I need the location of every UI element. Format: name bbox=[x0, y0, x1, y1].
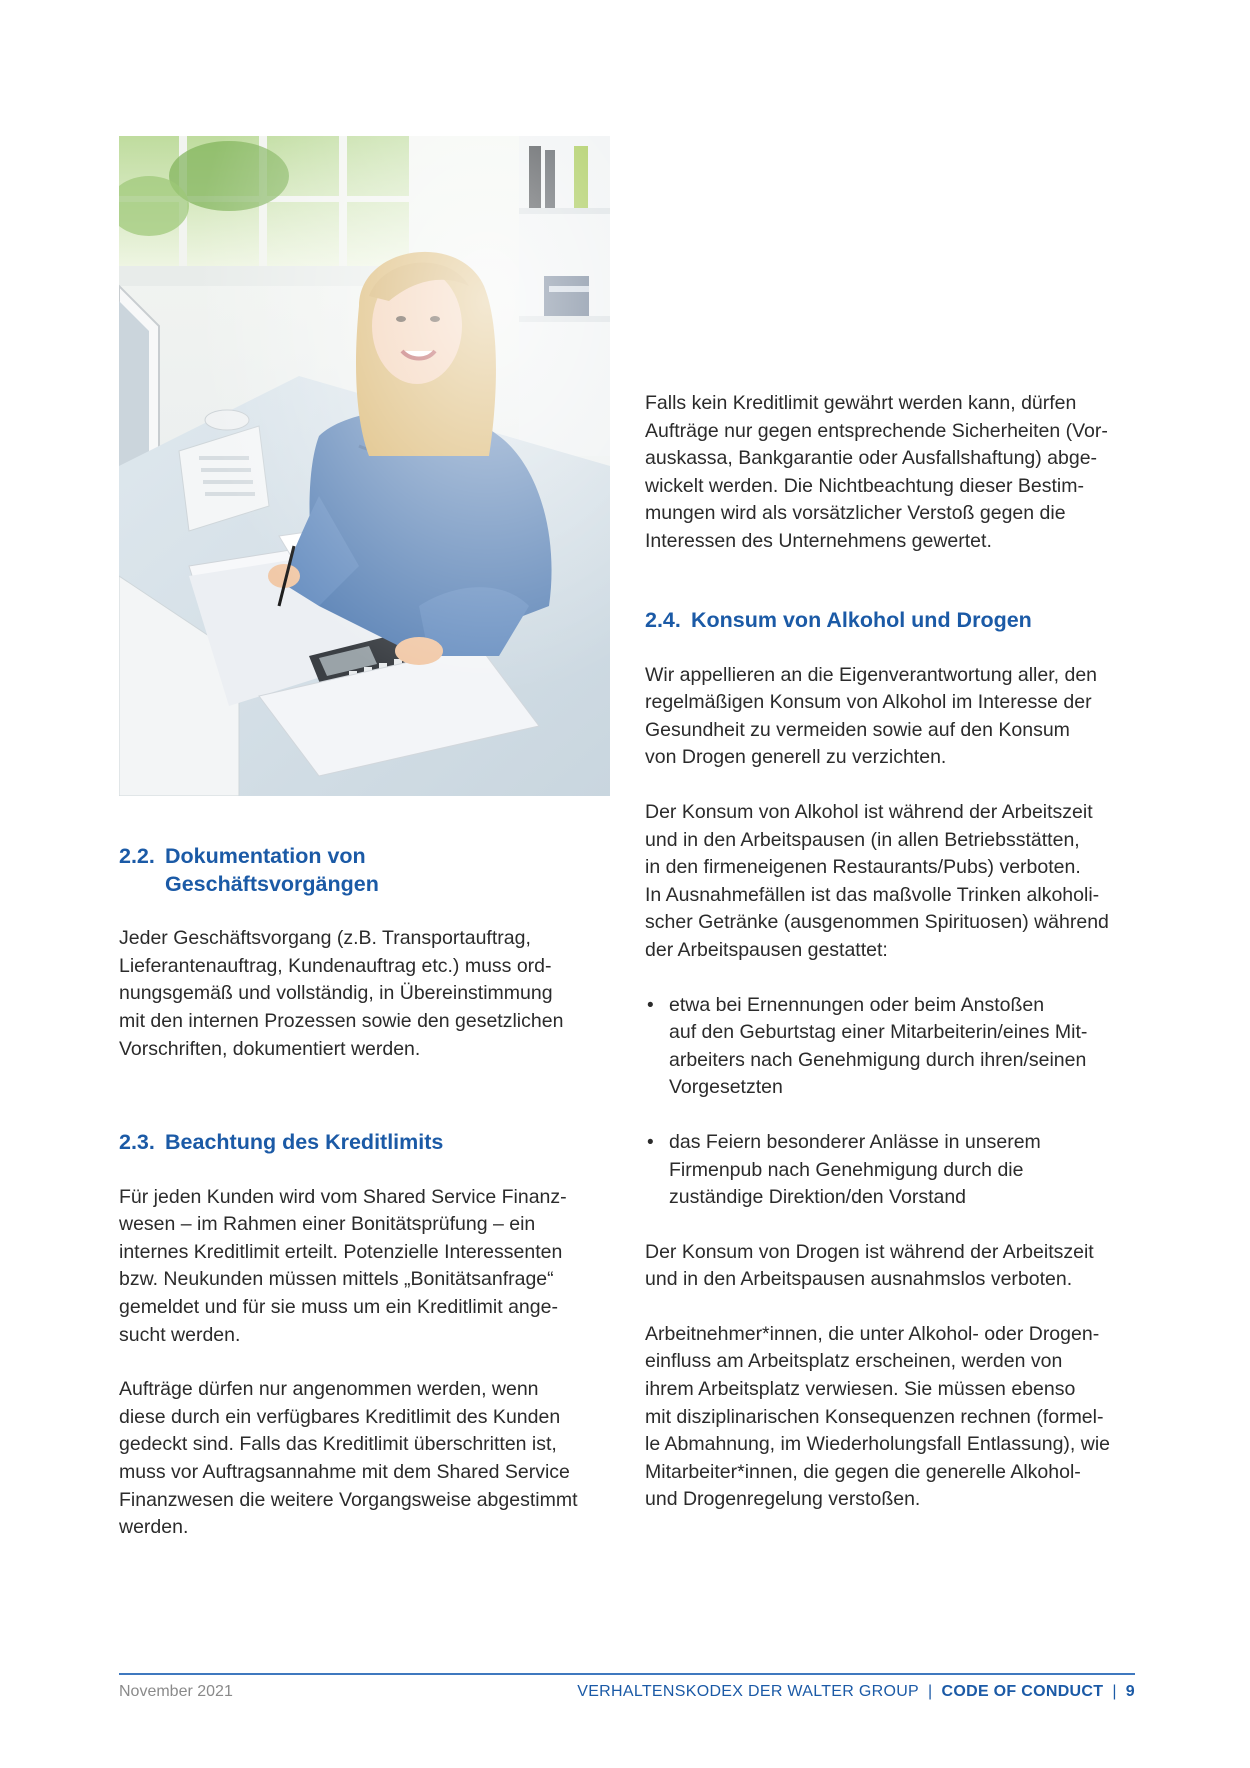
text-line: Für jeden Kunden wird vom Shared Service Finanz- bbox=[119, 1185, 567, 1208]
text-line: Aufträge dürfen nur angenommen werden, wenn bbox=[119, 1378, 539, 1401]
section-2-4-heading bbox=[645, 607, 1145, 635]
separator: | bbox=[928, 1683, 933, 1700]
section-2-3-paragraph-2 bbox=[119, 1376, 619, 1542]
text-line: Der Konsum von Drogen ist während der Arbeitszeit bbox=[645, 1240, 1094, 1263]
text-line: auskassa, Bankgarantie oder Ausfallshaftung) abge- bbox=[645, 447, 1098, 470]
heading-text: Beachtung des Kreditlimits bbox=[165, 1130, 444, 1154]
text-line: ihrem Arbeitsplatz verwiesen. Sie müssen ebenso bbox=[645, 1378, 1076, 1401]
list-item bbox=[645, 992, 1145, 1102]
section-2-4-paragraph-1 bbox=[645, 662, 1145, 772]
section-2-3 bbox=[119, 1129, 619, 1542]
text-line: le Abmahnung, im Wiederholungsfall Entlassung), wie bbox=[645, 1433, 1111, 1456]
section-2-4-paragraph-2 bbox=[645, 799, 1145, 965]
text-line: einfluss am Arbeitsplatz erscheinen, werden von bbox=[645, 1350, 1063, 1373]
footer-divider bbox=[119, 1673, 1135, 1675]
section-2-4 bbox=[645, 607, 1145, 1514]
text-line: Vorgesetzten bbox=[669, 1076, 783, 1099]
section-number: 2.2. bbox=[119, 844, 155, 868]
text-line: etwa bei Ernennungen oder beim Anstoßen bbox=[669, 993, 1045, 1016]
text-line: Jeder Geschäftsvorgang (z.B. Transportauftrag, bbox=[119, 927, 531, 950]
footer-date: November 2021 bbox=[119, 1683, 233, 1700]
text-line: scher Getränke (ausgenommen Spirituosen) während bbox=[645, 911, 1109, 934]
text-line: werden. bbox=[119, 1516, 189, 1539]
text-line: in den firmeneigenen Restaurants/Pubs) verboten. bbox=[645, 856, 1081, 879]
text-line: der Arbeitspausen gestattet: bbox=[645, 938, 888, 961]
section-2-2-heading bbox=[119, 843, 619, 898]
section-2-4-paragraph-3 bbox=[645, 1239, 1145, 1294]
text-line: wesen – im Rahmen einer Bonitätsprüfung – ein bbox=[119, 1213, 536, 1236]
text-line: Lieferantenauftrag, Kundenauftrag etc.) muss ord- bbox=[119, 954, 552, 977]
text-line: mit disziplinarischen Konsequenzen rechnen (formel- bbox=[645, 1405, 1104, 1428]
text-line: und in den Arbeitspausen (in allen Betriebsstätten, bbox=[645, 828, 1080, 851]
text-line: das Feiern besonderer Anlässe in unserem bbox=[669, 1130, 1041, 1153]
text-line: gedeckt sind. Falls das Kreditlimit überschritten ist, bbox=[119, 1433, 557, 1456]
footer-title bbox=[577, 1683, 1135, 1701]
text-line: und in den Arbeitspausen ausnahmslos verboten. bbox=[645, 1268, 1073, 1291]
bullet-icon: • bbox=[647, 1131, 654, 1153]
text-line: zuständige Direktion/den Vorstand bbox=[669, 1186, 967, 1209]
office-photo bbox=[119, 136, 610, 796]
text-line: wickelt werden. Die Nichtbeachtung dieser Bestim- bbox=[645, 474, 1084, 497]
text-line: mit den internen Prozessen sowie den gesetzlichen bbox=[119, 1009, 564, 1032]
heading-text: Konsum von Alkohol und Drogen bbox=[691, 608, 1032, 632]
text-line: bzw. Neukunden müssen mittels „Bonitätsanfrage“ bbox=[119, 1268, 554, 1291]
text-line: sucht werden. bbox=[119, 1323, 241, 1346]
text-line: diese durch ein verfügbares Kreditlimit des Kunden bbox=[119, 1405, 561, 1428]
code-of-conduct-label: CODE OF CONDUCT bbox=[941, 1683, 1104, 1700]
text-line: Finanzwesen die weitere Vorgangsweise abgestimmt bbox=[119, 1488, 578, 1511]
bullet-list bbox=[645, 992, 1145, 1212]
text-line: mungen wird als vorsätzlicher Verstoß gegen die bbox=[645, 502, 1066, 525]
text-line: In Ausnahmefällen ist das maßvolle Trinken alkoholi- bbox=[645, 883, 1100, 906]
separator: | bbox=[1112, 1683, 1117, 1700]
section-number: 2.3. bbox=[119, 1130, 155, 1154]
text-line: internes Kreditlimit erteilt. Potenzielle Interessenten bbox=[119, 1240, 563, 1263]
text-line: Interessen des Unternehmens gewertet. bbox=[645, 529, 992, 552]
text-line: Aufträge nur gegen entsprechende Sicherheiten (Vor- bbox=[645, 419, 1108, 442]
text-line: Arbeitnehmer*innen, die unter Alkohol- oder Drogen- bbox=[645, 1322, 1100, 1345]
list-item bbox=[645, 1129, 1145, 1212]
text-line: muss vor Auftragsannahme mit dem Shared Service bbox=[119, 1460, 570, 1483]
section-2-3-heading bbox=[119, 1129, 619, 1157]
section-2-2-body bbox=[119, 925, 619, 1063]
section-2-4-paragraph-4 bbox=[645, 1321, 1145, 1514]
woman-at-desk-illustration bbox=[119, 136, 610, 796]
text-line: auf den Geburtstag einer Mitarbeiterin/eines Mit- bbox=[669, 1021, 1088, 1044]
text-line: Falls kein Kreditlimit gewährt werden kann, dürfen bbox=[645, 392, 1077, 414]
heading-line-1: Dokumentation von bbox=[165, 844, 366, 868]
section-2-2 bbox=[119, 843, 619, 1063]
text-line: arbeiters nach Genehmigung durch ihren/seinen bbox=[669, 1048, 1087, 1071]
text-line: und Drogenregelung verstoßen. bbox=[645, 1488, 921, 1511]
text-line: von Drogen generell zu verzichten. bbox=[645, 746, 947, 769]
page-number: 9 bbox=[1125, 1683, 1135, 1700]
text-line: nungsgemäß und vollständig, in Übereinstimmung bbox=[119, 982, 553, 1005]
text-line: Der Konsum von Alkohol ist während der Arbeitszeit bbox=[645, 800, 1093, 823]
document-title: VERHALTENSKODEX DER WALTER GROUP bbox=[577, 1683, 920, 1700]
text-line: regelmäßigen Konsum von Alkohol im Interesse der bbox=[645, 691, 1092, 714]
text-line: Wir appellieren an die Eigenverantwortung aller, den bbox=[645, 663, 1098, 686]
text-line: Gesundheit zu vermeiden sowie auf den Konsum bbox=[645, 718, 1070, 741]
intro-paragraph bbox=[645, 390, 1145, 556]
section-number: 2.4. bbox=[645, 608, 681, 632]
text-line: Mitarbeiter*innen, die gegen die generelle Alkohol- bbox=[645, 1460, 1081, 1483]
text-line: gemeldet und für sie muss um ein Kreditlimit ange- bbox=[119, 1295, 558, 1318]
section-2-3-paragraph-1 bbox=[119, 1184, 619, 1350]
heading-line-2: Geschäftsvorgängen bbox=[165, 871, 379, 896]
text-line: Vorschriften, dokumentiert werden. bbox=[119, 1037, 421, 1060]
text-line: Firmenpub nach Genehmigung durch die bbox=[669, 1158, 1024, 1181]
bullet-icon: • bbox=[647, 994, 654, 1016]
